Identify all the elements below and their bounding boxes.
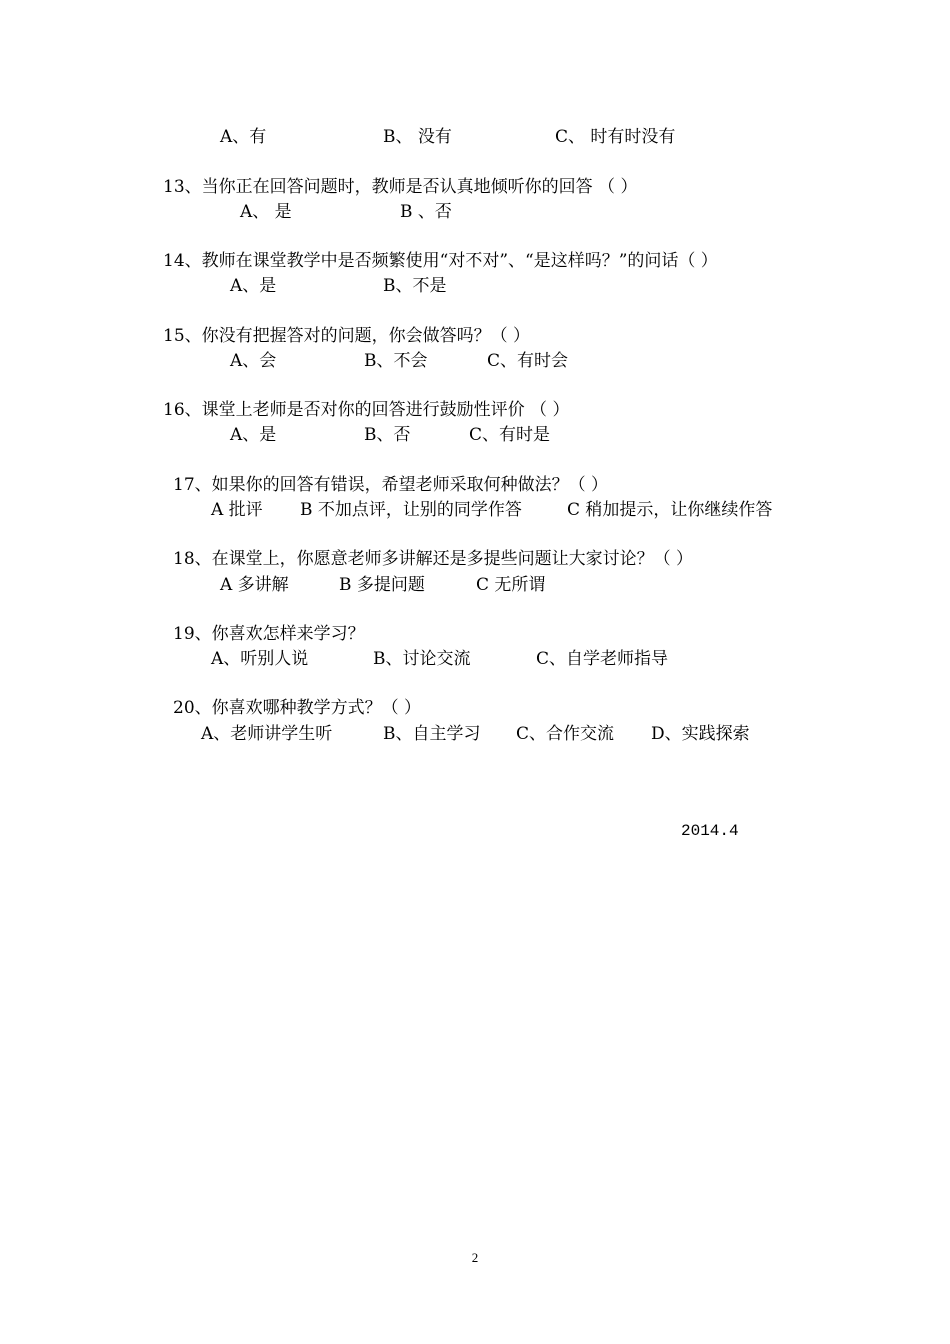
q16-option-c: C、有时是 bbox=[469, 425, 551, 445]
q18-option-b: B 多提问题 bbox=[339, 575, 425, 595]
q12-option-a: A、有 bbox=[220, 127, 267, 147]
q20-option-a: A、老师讲学生听 bbox=[201, 724, 333, 744]
q20-option-d: D、实践探索 bbox=[651, 724, 750, 744]
q12-option-b: B、 没有 bbox=[383, 127, 452, 147]
q12-option-c: C、 时有时没有 bbox=[555, 127, 676, 147]
q18-option-c: C 无所谓 bbox=[476, 575, 546, 595]
q15-option-b: B、不会 bbox=[364, 351, 428, 371]
q14-option-b: B、不是 bbox=[383, 276, 447, 296]
q13-option-b: B 、否 bbox=[400, 202, 452, 222]
q19-option-b: B、讨论交流 bbox=[373, 649, 471, 669]
page-number: 2 bbox=[471, 1250, 479, 1265]
q13-text: 13、当你正在回答问题时，教师是否认真地倾听你的回答 （ ） bbox=[163, 177, 638, 197]
q14-text: 14、教师在课堂教学中是否频繁使用“对不对”、“是这样吗？”的问话（ ） bbox=[163, 251, 718, 271]
q17-text: 17、如果你的回答有错误，希望老师采取何种做法？（ ） bbox=[173, 475, 609, 495]
q18-text: 18、在课堂上，你愿意老师多讲解还是多提些问题让大家讨论？（ ） bbox=[173, 549, 694, 569]
q16-option-a: A、是 bbox=[230, 425, 277, 445]
q17-option-b: B 不加点评，让别的同学作答 bbox=[300, 500, 522, 520]
q19-option-c: C、自学老师指导 bbox=[536, 649, 669, 669]
q14-option-a: A、是 bbox=[230, 276, 277, 296]
document-date: 2014.4 bbox=[681, 822, 739, 840]
q20-option-b: B、自主学习 bbox=[383, 724, 481, 744]
q16-text: 16、课堂上老师是否对你的回答进行鼓励性评价 （ ） bbox=[163, 400, 570, 420]
q18-option-a: A 多讲解 bbox=[220, 575, 289, 595]
q19-text: 19、你喜欢怎样来学习？ bbox=[173, 624, 365, 644]
q15-option-c: C、有时会 bbox=[487, 351, 569, 371]
q20-text: 20、你喜欢哪种教学方式？（ ） bbox=[173, 698, 422, 718]
q15-option-a: A、会 bbox=[230, 351, 277, 371]
q17-option-a: A 批评 bbox=[211, 500, 263, 520]
q15-text: 15、你没有把握答对的问题，你会做答吗？（ ） bbox=[163, 326, 531, 346]
q20-option-c: C、合作交流 bbox=[516, 724, 615, 744]
q16-option-b: B、否 bbox=[364, 425, 411, 445]
q13-option-a: A、 是 bbox=[240, 202, 292, 222]
q17-option-c: C 稍加提示，让你继续作答 bbox=[567, 500, 773, 520]
q19-option-a: A、听别人说 bbox=[211, 649, 309, 669]
